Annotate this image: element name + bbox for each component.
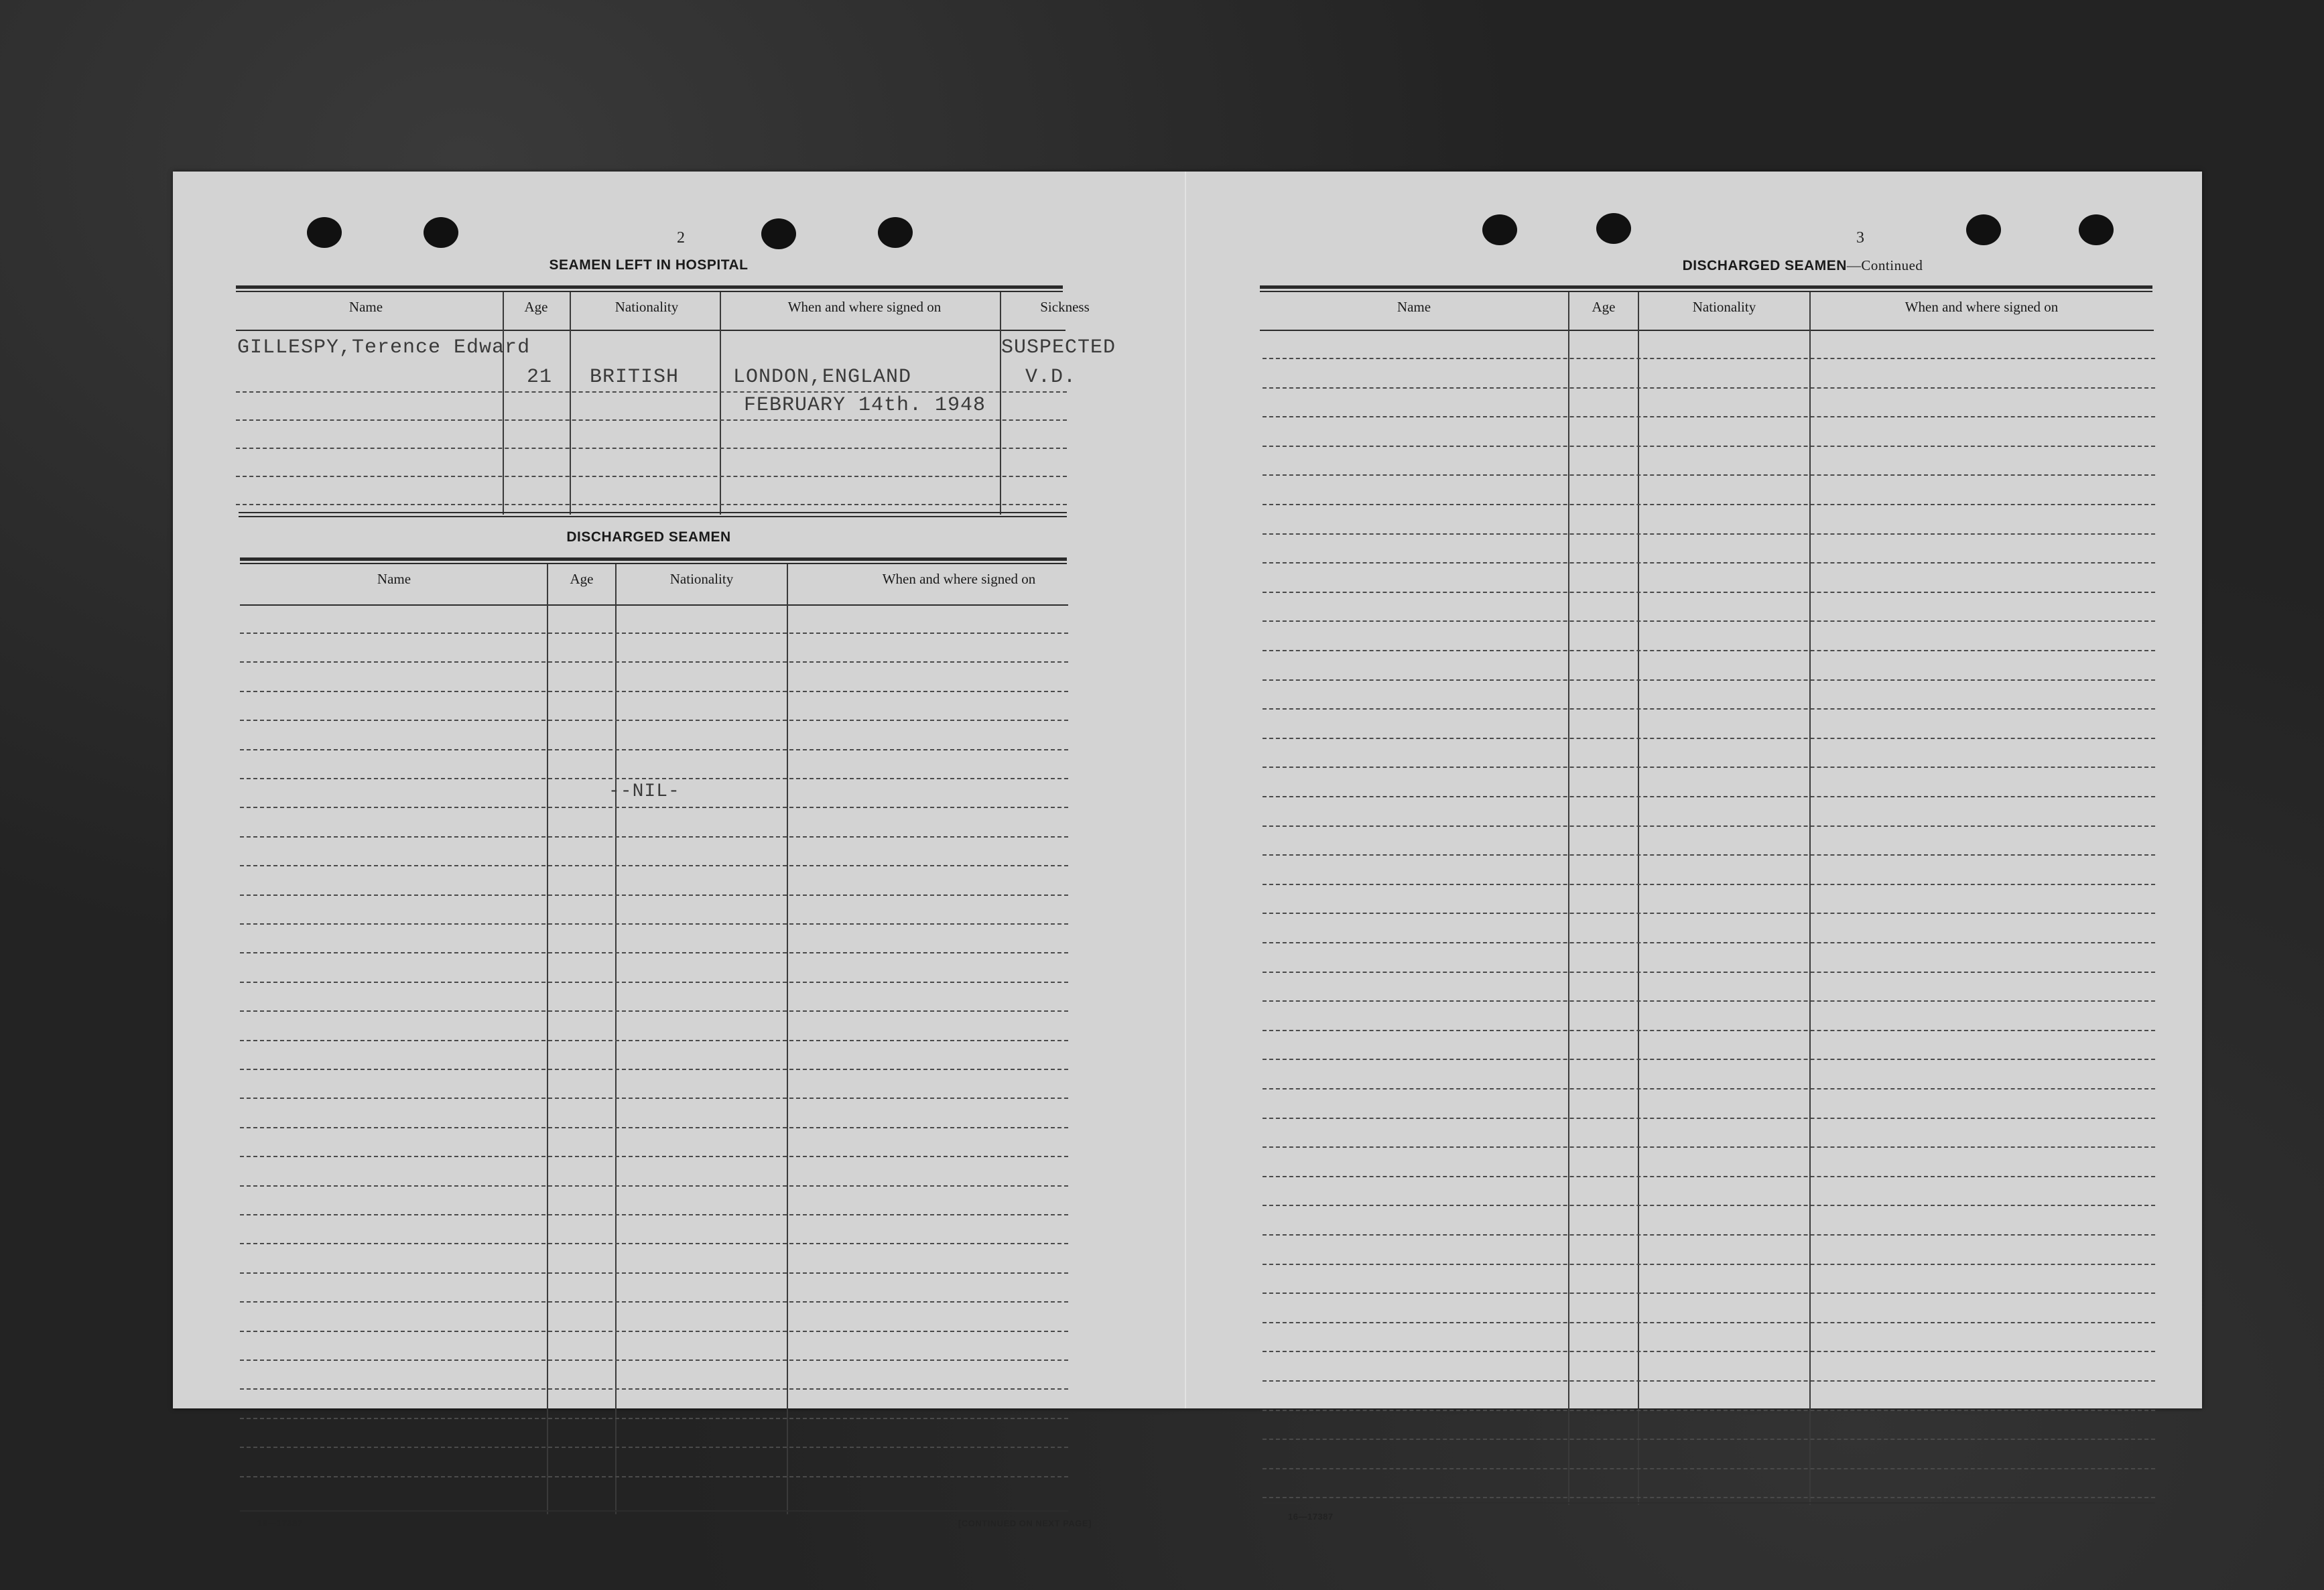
sickness-line-2: V.D. bbox=[1025, 366, 1077, 389]
row-line bbox=[1263, 1380, 2155, 1382]
continued-note: [CONTINUED ON NEXT PAGE] bbox=[958, 1518, 1092, 1528]
row-line bbox=[236, 504, 1067, 505]
discharged-title-text: DISCHARGED SEAMEN bbox=[1682, 258, 1847, 273]
row-line bbox=[236, 476, 1067, 477]
document-sheet bbox=[173, 172, 2202, 1528]
row-line bbox=[1263, 1059, 2155, 1060]
column-header-sickness: Sickness bbox=[1040, 299, 1090, 315]
row-line bbox=[240, 1418, 1068, 1419]
table-bottom-rule bbox=[240, 1510, 1068, 1512]
row-line bbox=[1263, 504, 2155, 505]
row-line bbox=[240, 1040, 1068, 1041]
rule bbox=[240, 557, 1067, 561]
column-header-nationality: Nationality bbox=[615, 299, 679, 315]
section-end-rule bbox=[239, 516, 1067, 517]
right-page bbox=[1186, 172, 2202, 1522]
row-line bbox=[236, 448, 1067, 449]
hospital-section-title: SEAMEN LEFT IN HOSPITAL bbox=[549, 257, 749, 273]
table-bottom-rule bbox=[1263, 1502, 2155, 1504]
row-line bbox=[1263, 679, 2155, 681]
row-line bbox=[1263, 825, 2155, 827]
row-line bbox=[240, 982, 1068, 983]
row-line bbox=[1263, 1176, 2155, 1177]
column-header-name: Name bbox=[1397, 299, 1431, 315]
row-line bbox=[1263, 358, 2155, 359]
header-rule bbox=[236, 330, 1066, 331]
column-divider bbox=[1000, 292, 1001, 515]
column-header-name: Name bbox=[377, 571, 411, 587]
rule bbox=[236, 291, 1063, 292]
form-number: 16—17387 bbox=[257, 1518, 303, 1528]
row-line bbox=[240, 1447, 1068, 1448]
row-line bbox=[1263, 1088, 2155, 1089]
page-number: 3 bbox=[1856, 229, 1864, 247]
row-line bbox=[240, 1360, 1068, 1361]
row-line bbox=[240, 633, 1068, 634]
row-line bbox=[1263, 592, 2155, 593]
row-line bbox=[1263, 1234, 2155, 1236]
page-number: 2 bbox=[677, 229, 685, 247]
form-number: 16—17387 bbox=[1288, 1512, 1334, 1522]
seaman-age: 21 bbox=[527, 366, 553, 389]
row-line bbox=[1263, 1351, 2155, 1352]
row-line bbox=[240, 1098, 1068, 1099]
row-line bbox=[1263, 1264, 2155, 1265]
rule bbox=[1260, 291, 2152, 292]
row-line bbox=[1263, 767, 2155, 768]
discharged-continued-title bbox=[1535, 257, 2071, 274]
row-line bbox=[240, 1388, 1068, 1390]
row-line bbox=[240, 1156, 1068, 1157]
row-line bbox=[1263, 1030, 2155, 1031]
row-line bbox=[240, 691, 1068, 692]
row-line bbox=[1263, 884, 2155, 885]
column-divider bbox=[570, 292, 571, 515]
column-divider bbox=[503, 292, 504, 515]
rule bbox=[236, 285, 1063, 289]
row-line bbox=[1263, 1146, 2155, 1148]
row-line bbox=[240, 1301, 1068, 1303]
row-line bbox=[240, 661, 1068, 663]
discharged-section-title: DISCHARGED SEAMEN bbox=[566, 529, 731, 545]
column-header-signed-on: When and where signed on bbox=[1905, 299, 2059, 315]
row-line bbox=[1263, 942, 2155, 943]
row-line bbox=[240, 749, 1068, 750]
column-header-nationality: Nationality bbox=[669, 571, 734, 587]
row-line bbox=[1263, 738, 2155, 739]
row-line bbox=[240, 952, 1068, 953]
row-line bbox=[1263, 854, 2155, 856]
row-line bbox=[240, 1185, 1068, 1187]
seaman-name: GILLESPY,Terence Edward bbox=[237, 336, 531, 359]
row-line bbox=[240, 895, 1068, 896]
row-line bbox=[1263, 1439, 2155, 1440]
rule bbox=[240, 563, 1067, 564]
row-line bbox=[240, 923, 1068, 925]
row-line bbox=[1263, 1410, 2155, 1411]
row-line bbox=[1263, 913, 2155, 914]
row-line bbox=[236, 391, 1067, 393]
column-divider bbox=[720, 292, 721, 515]
column-header-nationality: Nationality bbox=[1692, 299, 1756, 315]
row-line bbox=[240, 807, 1068, 808]
row-line bbox=[240, 1243, 1068, 1244]
row-line bbox=[1263, 650, 2155, 651]
signed-on-place: LONDON,ENGLAND bbox=[733, 366, 912, 389]
row-line bbox=[1263, 708, 2155, 710]
row-line bbox=[1263, 1497, 2155, 1498]
row-line bbox=[240, 1127, 1068, 1128]
row-line bbox=[1263, 1118, 2155, 1119]
row-line bbox=[1263, 474, 2155, 476]
section-end-rule bbox=[239, 512, 1067, 513]
row-line bbox=[240, 1069, 1068, 1070]
row-line bbox=[240, 1331, 1068, 1332]
signed-on-date: FEBRUARY 14th. 1948 bbox=[744, 394, 986, 417]
header-rule bbox=[1260, 330, 2154, 331]
row-line bbox=[1263, 562, 2155, 564]
continued-text: —Continued bbox=[1846, 257, 1923, 273]
row-line bbox=[1263, 533, 2155, 535]
row-line bbox=[240, 778, 1068, 779]
row-line bbox=[240, 1214, 1068, 1215]
row-line bbox=[1263, 1205, 2155, 1206]
row-line bbox=[1263, 387, 2155, 389]
row-line bbox=[1263, 1468, 2155, 1469]
row-line bbox=[240, 1272, 1068, 1274]
column-header-name: Name bbox=[348, 299, 383, 315]
column-header-age: Age bbox=[1592, 299, 1616, 315]
row-line bbox=[1263, 1322, 2155, 1323]
rule bbox=[1260, 285, 2152, 289]
header-rule bbox=[240, 604, 1068, 606]
row-line bbox=[1263, 972, 2155, 973]
row-line bbox=[1263, 796, 2155, 797]
row-line bbox=[1263, 416, 2155, 417]
row-line bbox=[1263, 1000, 2155, 1002]
column-header-signed-on: When and where signed on bbox=[787, 299, 942, 315]
sickness-line-1: SUSPECTED bbox=[1001, 336, 1116, 359]
seaman-nationality: BRITISH bbox=[590, 366, 680, 389]
row-line bbox=[240, 720, 1068, 721]
column-header-signed-on: When and where signed on bbox=[882, 571, 1036, 587]
left-page bbox=[173, 172, 1185, 1528]
row-line bbox=[236, 419, 1067, 421]
row-line bbox=[240, 1010, 1068, 1012]
row-line bbox=[1263, 620, 2155, 622]
row-line bbox=[240, 865, 1068, 866]
row-line bbox=[1263, 1293, 2155, 1294]
column-header-age: Age bbox=[570, 571, 594, 587]
row-line bbox=[240, 1476, 1068, 1477]
nil-note: --NIL- bbox=[608, 781, 680, 802]
column-header-age: Age bbox=[524, 299, 548, 315]
row-line bbox=[1263, 446, 2155, 447]
row-line bbox=[240, 836, 1068, 838]
